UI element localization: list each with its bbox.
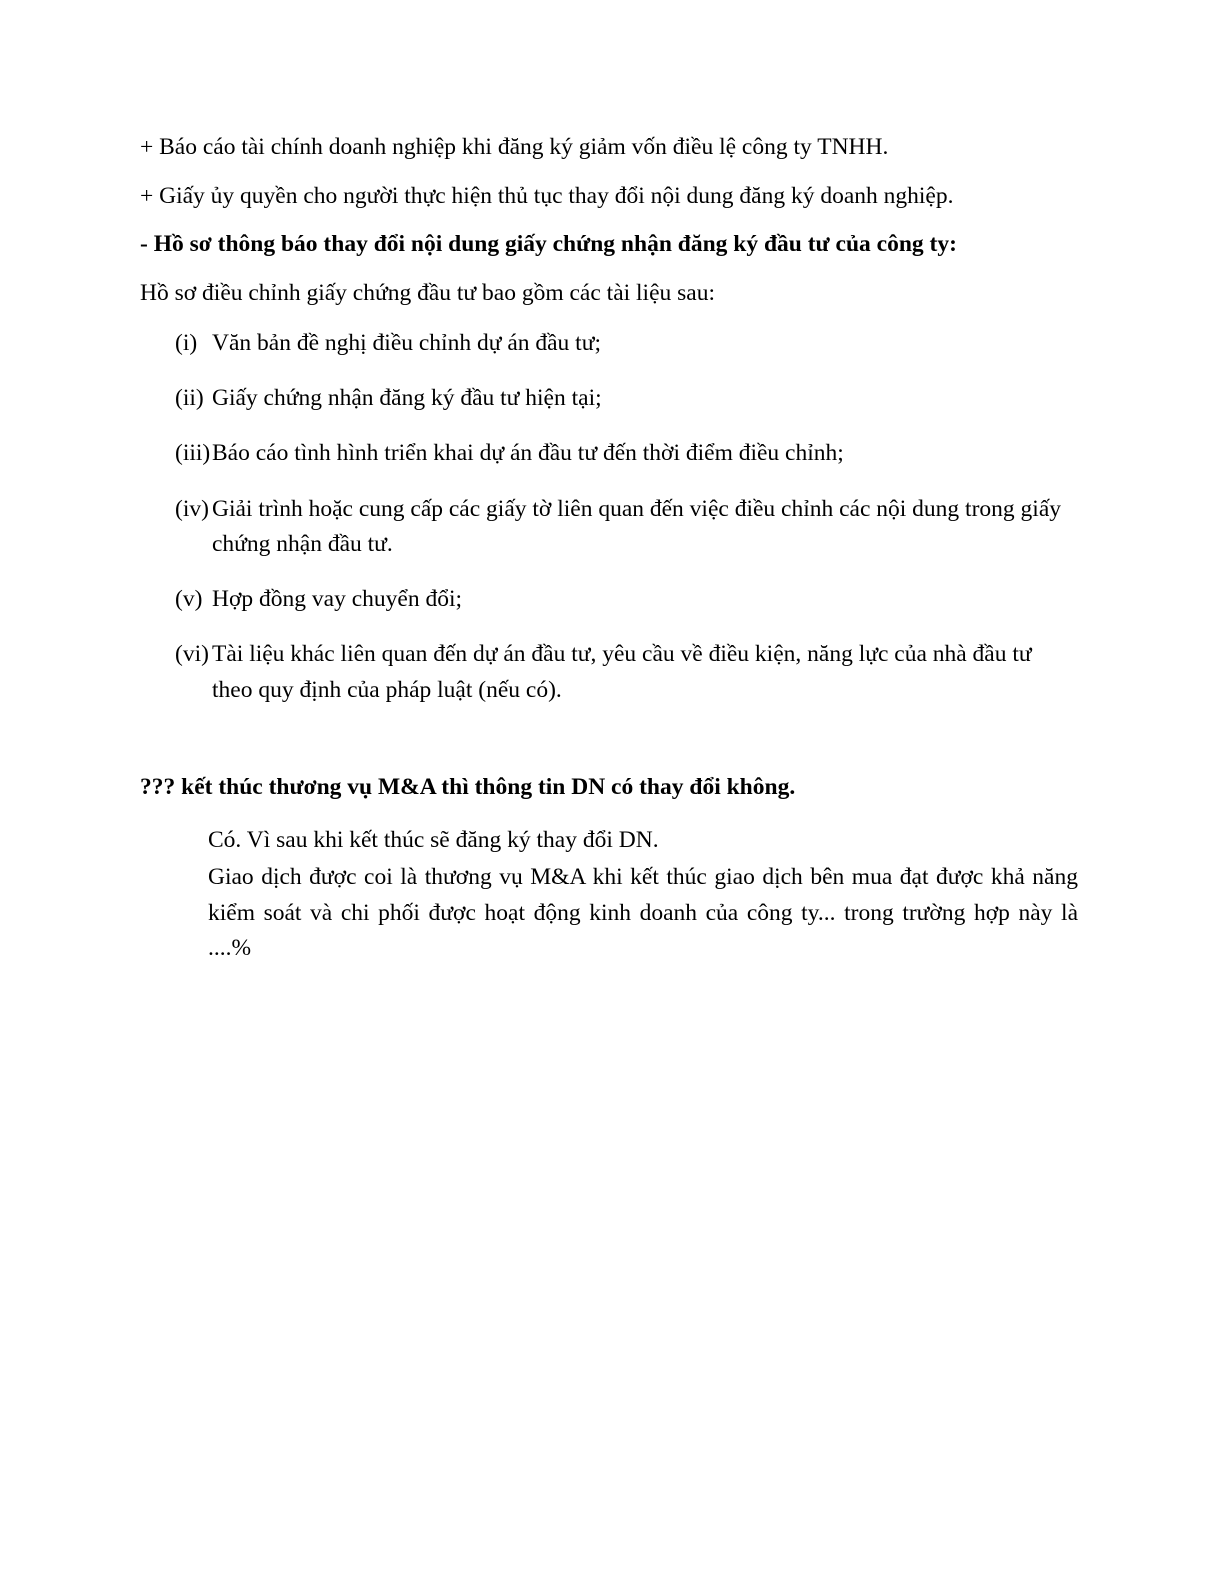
roman-numeral-list: [140, 326, 1090, 708]
question-answer-block: [140, 770, 1090, 966]
list-item: [140, 436, 1090, 471]
list-item: [140, 381, 1090, 416]
list-item: [140, 492, 1090, 563]
question-heading: ??? kết thúc thương vụ M&A thì thông tin DN có thay đổi không.: [140, 773, 796, 800]
list-item-label: Báo cáo tình hình triển khai dự án đầu tư đến thời điểm điều chỉnh;: [212, 440, 844, 467]
list-item-marker: (vi): [175, 641, 209, 668]
list-item-label: Giấy chứng nhận đăng ký đầu tư hiện tại;: [212, 385, 602, 412]
paragraph-intro: Hồ sơ điều chỉnh giấy chứng đầu tư bao gồm các tài liệu sau:: [140, 280, 715, 307]
list-item: [140, 326, 1090, 361]
list-item-marker: (i): [175, 329, 198, 356]
section-heading-dossier: - Hồ sơ thông báo thay đổi nội dung giấy chứng nhận đăng ký đầu tư của công ty:: [140, 231, 957, 258]
list-item-label: Hợp đồng vay chuyển đổi;: [212, 586, 462, 613]
list-item-label: Tài liệu khác liên quan đến dự án đầu tư, yêu cầu về điều kiện, năng lực của nhà đầu tư theo quy định của pháp luật (nếu có).: [212, 641, 1032, 703]
list-item-label: Văn bản đề nghị điều chỉnh dự án đầu tư;: [212, 329, 601, 356]
paragraph-bullet-1: + Báo cáo tài chính doanh nghiệp khi đăng ký giảm vốn điều lệ công ty TNHH.: [140, 134, 889, 160]
paragraph-bullet-2: + Giấy ủy quyền cho người thực hiện thủ tục thay đổi nội dung đăng ký doanh nghiệp.: [140, 182, 954, 209]
list-item-label: Giải trình hoặc cung cấp các giấy tờ liên quan đến việc điều chỉnh các nội dung trong giấy chứng nhận đầu tư.: [212, 495, 1061, 557]
list-item-marker: (v): [175, 586, 203, 613]
answer-body: [208, 823, 1090, 966]
answer-line-2: Giao dịch được coi là thương vụ M&A khi kết thúc giao dịch bên mua đạt được khả năng kiểm soát và chi phối được hoạt động kinh doanh của công ty... trong trường hợp này là ....%: [208, 864, 1078, 961]
list-item: [140, 637, 1090, 708]
answer-line-1: Có. Vì sau khi kết thúc sẽ đăng ký thay đổi DN.: [208, 827, 659, 854]
list-item: [140, 582, 1090, 617]
list-item-marker: (iii): [175, 440, 211, 467]
list-item-marker: (iv): [175, 495, 209, 522]
list-item-marker: (ii): [175, 385, 204, 412]
